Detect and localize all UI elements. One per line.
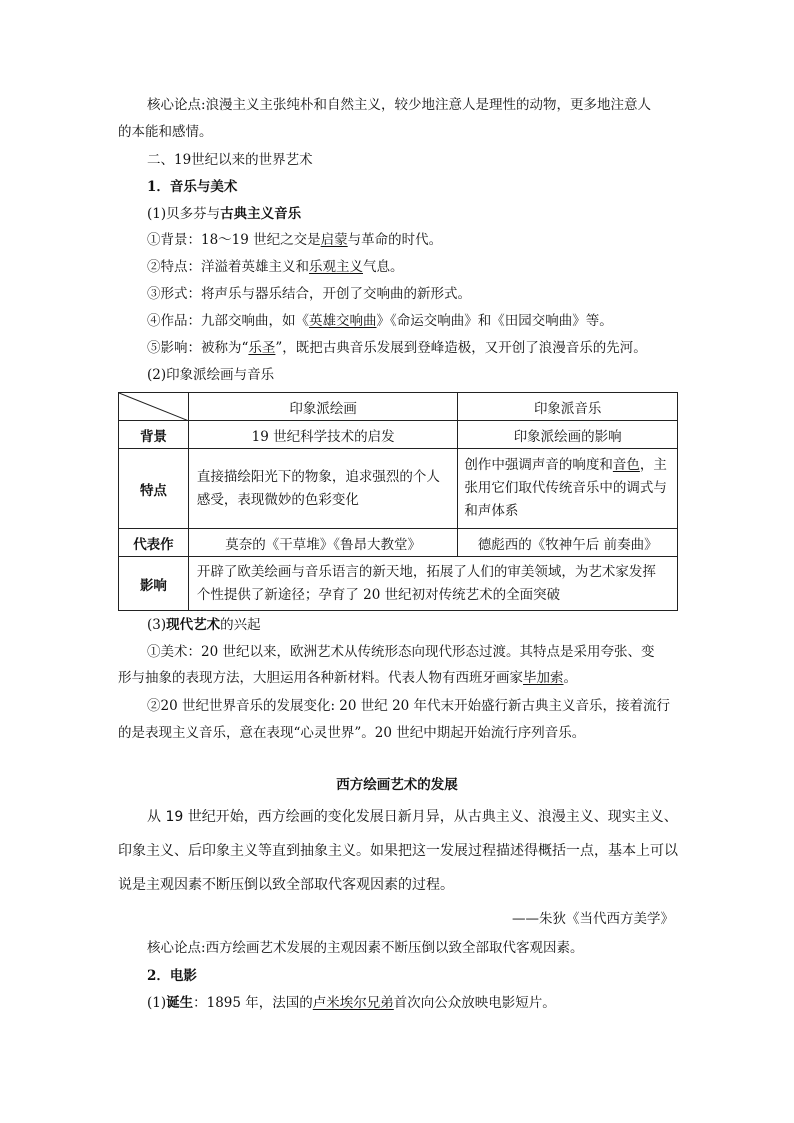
core-argument-1 xyxy=(147,96,651,114)
text-span: (3) xyxy=(147,617,167,633)
beethoven-works xyxy=(147,312,613,330)
diagonal-line xyxy=(119,393,189,421)
underlined-term: 乐圣 xyxy=(248,340,276,356)
row-label: 特点 xyxy=(119,449,189,529)
text-span: ④作品：九部交响曲，如《 xyxy=(147,313,309,329)
row-label: 背景 xyxy=(119,421,189,449)
core-argument-label: 核心论点: xyxy=(147,940,206,956)
row-label: 代表作 xyxy=(119,529,189,557)
film-birth xyxy=(147,994,556,1012)
core-argument-text: 西方绘画艺术发展的主观因素不断压倒以致全部取代客观因素。 xyxy=(205,940,584,956)
text-span: (1) xyxy=(147,995,167,1011)
text-span: 创作中强调声音的响度和 xyxy=(464,457,613,473)
beethoven-background xyxy=(147,231,442,249)
impressionism-table xyxy=(118,392,678,611)
underlined-term: 毕加索 xyxy=(523,670,564,686)
text-span: 形与抽象的表现方法，大胆运用各种新材料。代表人物有西班牙画家 xyxy=(118,670,523,686)
section-2-title: 二、19世纪以来的世界艺术 xyxy=(147,152,313,168)
text-span: 首次向公众放映电影短片。 xyxy=(393,995,556,1011)
modern-art-line-2 xyxy=(118,669,577,687)
text-span: ②特点：洋溢着英雄主义和 xyxy=(147,259,309,275)
subsection-music-art-title: 1．音乐与美术 xyxy=(147,179,238,195)
table-row xyxy=(119,557,678,611)
text-span: 。 xyxy=(563,670,577,686)
table-cell: 19 世纪科学技术的启发 xyxy=(188,421,458,449)
table-col-painting: 印象派绘画 xyxy=(188,393,458,421)
excerpt-line-2: 印象主义、后印象主义等直到抽象主义。如果把这一发展过程描述得概括一点，基本上可以 xyxy=(118,843,678,859)
underlined-term: 音色 xyxy=(612,457,640,473)
film-birth-bold: 诞生 xyxy=(166,995,194,1011)
modern-art-line-1: ①美术：20 世纪以来，欧洲艺术从传统形态向现代形态过渡。其特点是采用夸张、变 xyxy=(147,644,655,660)
modern-music-line-2: 的是表现主义音乐，意在表现“心灵世界”。20 世纪中期起开始流行序列音乐。 xyxy=(118,725,586,741)
beethoven-form: ③形式：将声乐与器乐结合，开创了交响曲的新形式。 xyxy=(147,286,471,302)
subsection-film-title: 2．电影 xyxy=(147,968,197,984)
text-span: 与革命的时代。 xyxy=(347,232,443,248)
modern-music-line-1: ②20 世纪世界音乐的发展变化: 20 世纪 20 年代末开始盛行新古典主义音乐，接着流行 xyxy=(147,698,671,714)
excerpt-line-1: 从 19 世纪开始，西方绘画的变化发展日新月异，从古典主义、浪漫主义、现实主义、 xyxy=(147,809,678,825)
excerpt-source: ——朱狄《当代西方美学》 xyxy=(512,911,674,927)
table-cell xyxy=(458,449,678,529)
table-cell: 印象派绘画的影响 xyxy=(458,421,678,449)
text-span: ”，既把古典音乐发展到登峰造极，又开创了浪漫音乐的先河。 xyxy=(275,340,647,356)
beethoven-heading-prefix: (1)贝多芬与 xyxy=(147,206,221,222)
core-argument-text: 浪漫主义主张纯朴和自然主义，较少地注意人是理性的动物，更多地注意人 xyxy=(205,97,652,113)
modern-art-heading xyxy=(147,616,261,634)
core-argument-label: 核心论点: xyxy=(147,97,206,113)
table-cell: 莫奈的《干草堆》《鲁昂大教堂》 xyxy=(188,529,458,557)
beethoven-heading xyxy=(147,205,301,223)
table-row xyxy=(119,421,678,449)
text-span: 》《命运交响曲》和《田园交响曲》等。 xyxy=(376,313,613,329)
impressionism-heading: (2)印象派绘画与音乐 xyxy=(147,367,275,383)
beethoven-features xyxy=(147,258,404,276)
table-col-music: 印象派音乐 xyxy=(458,393,678,421)
table-cell-span: 开辟了欧美绘画与音乐语言的新天地，拓展了人们的审美领域，为艺术家发挥个性提供了新途径；孕育了 20 世纪初对传统艺术的全面突破 xyxy=(188,557,677,611)
table-corner-cell xyxy=(119,393,189,421)
text-span: ：1895 年，法国的 xyxy=(193,995,313,1011)
modern-art-heading-bold: 现代艺术 xyxy=(166,617,221,633)
text-span: 气息。 xyxy=(363,259,404,275)
table-cell: 直接描绘阳光下的物象，追求强烈的个人感受，表现微妙的色彩变化 xyxy=(188,449,458,529)
core-argument-1-cont: 的本能和感情。 xyxy=(118,124,213,140)
text-span: ，主张用它们取代传统音乐中的调式与和声体系 xyxy=(464,457,667,519)
row-label: 影响 xyxy=(119,557,189,611)
underlined-term: 英雄交响曲 xyxy=(309,313,377,329)
table-cell: 德彪西的《牧神午后 前奏曲》 xyxy=(458,529,678,557)
excerpt-title: 西方绘画艺术的发展 xyxy=(336,777,458,793)
underlined-term: 启蒙 xyxy=(320,232,348,248)
beethoven-influence xyxy=(147,339,647,357)
excerpt-line-3: 说是主观因素不断压倒以致全部取代客观因素的过程。 xyxy=(118,877,454,893)
table-header-row xyxy=(119,393,678,421)
underlined-term: 乐观主义 xyxy=(309,259,363,275)
beethoven-heading-bold: 古典主义音乐 xyxy=(220,206,302,222)
text-span: 的兴起 xyxy=(220,617,261,633)
table-row xyxy=(119,529,678,557)
core-argument-2 xyxy=(147,939,584,957)
table-row xyxy=(119,449,678,529)
text-span: ①背景：18～19 世纪之交是 xyxy=(147,232,321,248)
text-span: ⑤影响：被称为“ xyxy=(147,340,249,356)
underlined-term: 卢米埃尔兄弟 xyxy=(312,995,394,1011)
